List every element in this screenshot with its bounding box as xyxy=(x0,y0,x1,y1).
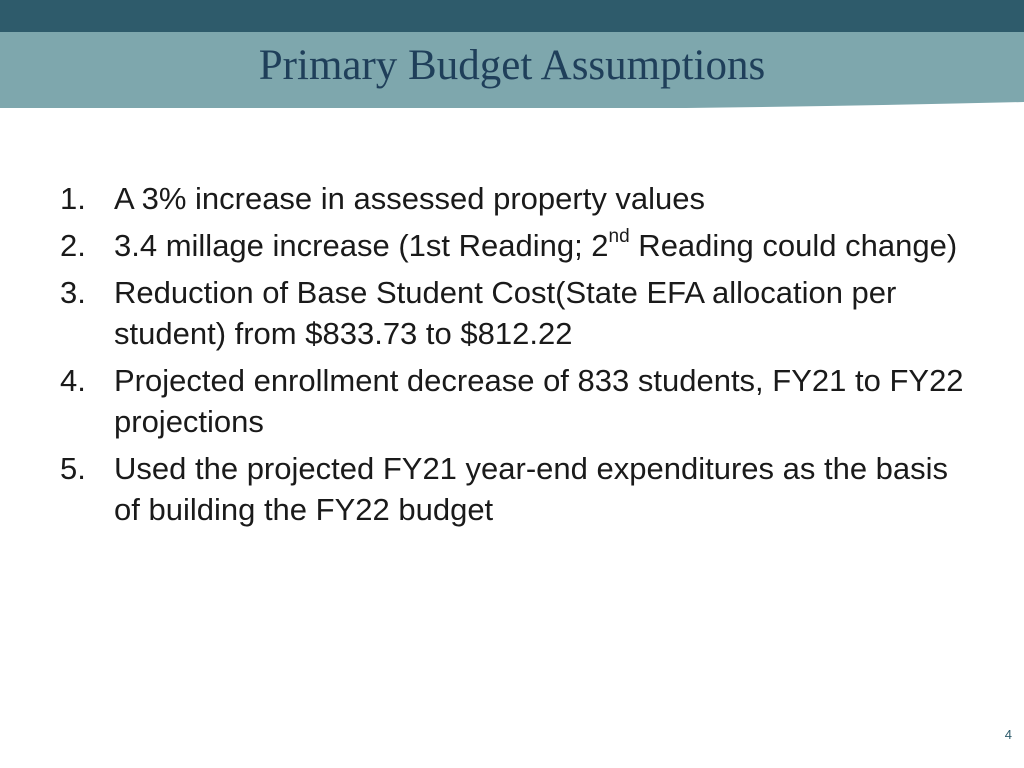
list-item-text-part: 3.4 millage increase (1st Reading; 2 xyxy=(114,228,609,263)
page-number: 4 xyxy=(1004,727,1012,742)
list-item xyxy=(60,448,970,530)
list-item-text: A 3% increase in assessed property values xyxy=(114,181,706,216)
list-item-text-part: Reading could change) xyxy=(629,228,958,263)
list-item-text: Used the projected FY21 year-end expenditures as the basis of building the FY22 budget xyxy=(114,451,949,527)
top-header-band xyxy=(0,0,1024,32)
slide-title: Primary Budget Assumptions xyxy=(258,42,766,89)
superscript-ordinal: nd xyxy=(608,225,630,247)
assumption-list xyxy=(60,178,970,530)
list-item-text xyxy=(114,225,958,263)
list-item-number: 5. xyxy=(60,451,86,486)
list-item-text: Reduction of Base Student Cost(State EFA allocation per student) from $833.73 to $812.22 xyxy=(114,275,897,351)
list-item-number: 2. xyxy=(60,228,86,263)
list-item xyxy=(60,225,970,266)
list-item xyxy=(60,178,970,219)
slide-body xyxy=(60,178,970,530)
list-item xyxy=(60,360,970,442)
list-item-number: 3. xyxy=(60,275,86,310)
list-item-text: Projected enrollment decrease of 833 students, FY21 to FY22 projections xyxy=(114,363,964,439)
list-item-number: 1. xyxy=(60,181,86,216)
list-item-number: 4. xyxy=(60,363,86,398)
list-item xyxy=(60,272,970,354)
